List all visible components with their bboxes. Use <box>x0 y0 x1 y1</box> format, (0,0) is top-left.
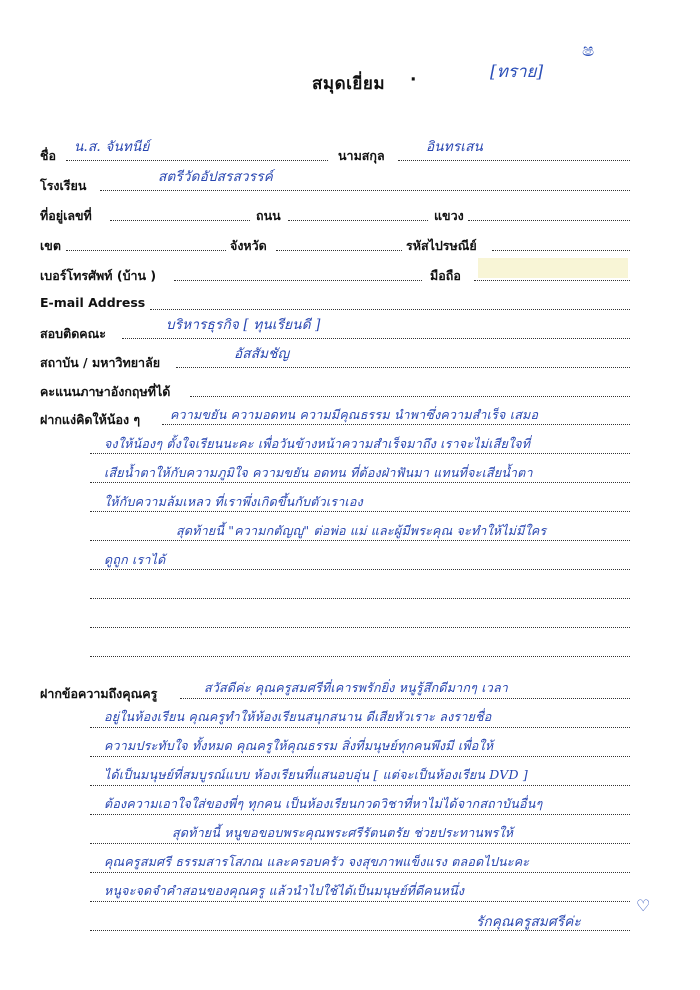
postcode-line <box>492 250 630 251</box>
phone-line <box>174 280 422 281</box>
university-label: สถาบัน / มหาวิทยาลัย <box>40 355 161 370</box>
corner-doodle: ෂ <box>582 40 595 61</box>
province-label: จังหวัด <box>230 238 267 253</box>
teachers-text-6: สุดท้ายนี้ หนูขอขอบพระคุณพระศรีรัตนตรัย ช่วยประทานพรให้ <box>172 825 514 840</box>
district-line <box>66 250 226 251</box>
juniors-line-7 <box>90 598 630 599</box>
juniors-text-1: ความขยัน ความอดทน ความมีคุณธรรม นำพาซึ่งความสำเร็จ เสมอ <box>170 407 539 422</box>
school-value: สตรีวัดอัปสรสวรรค์ <box>158 169 273 185</box>
mobile-highlight <box>478 258 628 278</box>
nickname-stamp: [ทราย] <box>490 62 544 82</box>
teachers-line-7 <box>90 872 630 873</box>
english-score-line <box>190 396 630 397</box>
teachers-line-6 <box>90 843 630 844</box>
email-line <box>150 309 630 310</box>
teachers-text-5: ต้องความเอาใจใส่ของพี่ๆ ทุกคน เป็นห้องเรียนกวดวิชาที่หาไม่ได้จากสถาบันอื่นๆ <box>104 796 543 811</box>
title-dot: · <box>410 70 417 90</box>
teachers-line-3 <box>90 756 630 757</box>
juniors-text-2: จงให้น้องๆ ตั้งใจเรียนนะคะ เพื่อวันข้างหน้าความสำเร็จมาถึง เราจะไม่เสียใจที่ <box>104 436 531 451</box>
teachers-line-2 <box>90 727 630 728</box>
juniors-text-4: ให้กับความล้มเหลว ที่เราพึ่งเกิดขึ้นกับตัวเราเอง <box>104 494 363 509</box>
surname-label: นามสกุล <box>338 148 385 163</box>
juniors-label: ฝากแง่คิดให้น้อง ๆ <box>40 412 141 427</box>
school-line <box>100 190 630 191</box>
address-line <box>110 220 250 221</box>
juniors-text-5: สุดท้ายนี้ "ความกตัญญู" ต่อพ่อ แม่ และผู้มีพระคุณ จะทำให้ไม่มีใคร <box>176 523 547 538</box>
teachers-text-2: อยู่ในห้องเรียน คุณครูทำให้ห้องเรียนสนุกสนาน ดีเสียหัวเราะ ลงรายชื่อ <box>104 709 492 724</box>
name-label: ชื่อ <box>40 148 56 163</box>
university-line <box>176 367 630 368</box>
phone-label: เบอร์โทรศัพท์ (บ้าน ) <box>40 268 157 283</box>
teachers-text-1: สวัสดีค่ะ คุณครูสมศรีที่เคารพรักยิ่ง หนูรู้สึกดีมากๆ เวลา <box>204 680 509 695</box>
teachers-text-4: ได้เป็นมนุษย์ที่สมบูรณ์แบบ ห้องเรียนที่แสนอบอุ่น [ แต่จะเป็นห้องเรียน DVD ] <box>104 767 528 782</box>
name-value: น.ส. จันทนีย์ <box>74 139 150 155</box>
surname-line <box>398 160 630 161</box>
road-label: ถนน <box>256 208 281 223</box>
teachers-line-8 <box>90 901 630 902</box>
province-line <box>276 250 402 251</box>
university-value: อัสสัมชัญ <box>234 346 290 362</box>
teachers-line-5 <box>90 814 630 815</box>
faculty-label: สอบติดคณะ <box>40 326 106 341</box>
juniors-line-9 <box>90 656 630 657</box>
teachers-line-4 <box>90 785 630 786</box>
postcode-label: รหัสไปรษณีย์ <box>406 238 477 253</box>
road-line <box>288 220 428 221</box>
english-score-label: คะแนนภาษาอังกฤษที่ได้ <box>40 384 171 399</box>
school-label: โรงเรียน <box>40 178 87 193</box>
mobile-label: มือถือ <box>430 268 461 283</box>
juniors-text-3: เสียน้ำตาให้กับความภูมิใจ ความขยัน อดทน ที่ต้องฝ่าฟันมา แทนที่จะเสียน้ำตา <box>104 465 533 480</box>
teachers-line-1 <box>180 698 630 699</box>
mobile-line <box>474 280 630 281</box>
signature: รักคุณครูสมศรีค่ะ <box>476 914 581 930</box>
surname-value: อินทรเสน <box>426 139 483 155</box>
form-title: สมุดเยี่ยม <box>312 74 386 94</box>
address-label: ที่อยู่เลขที่ <box>40 208 92 223</box>
teachers-label: ฝากข้อความถึงคุณครู <box>40 686 158 701</box>
subdistrict-line <box>468 220 630 221</box>
subdistrict-label: แขวง <box>434 208 464 223</box>
teachers-text-3: ความประทับใจ ทั้งหมด คุณครูให้คุณธรรม สิ่งที่มนุษย์ทุกคนพึงมี เพื่อให้ <box>104 738 494 753</box>
name-line <box>66 160 328 161</box>
faculty-line <box>122 338 630 339</box>
teachers-text-7: คุณครูสมศรี ธรรมสารโสภณ และครอบครัว จงสุขภาพแข็งแรง ตลอดไปนะคะ <box>104 854 530 869</box>
faculty-value: บริหารธุรกิจ [ ทุนเรียนดี ] <box>166 317 321 333</box>
email-label: E-mail Address <box>40 295 146 310</box>
district-label: เขต <box>40 238 61 253</box>
heart-icon: ♡ <box>636 896 651 915</box>
juniors-line-8 <box>90 627 630 628</box>
juniors-line-6 <box>90 569 630 570</box>
juniors-text-6: ดูถูก เราได้ <box>104 552 166 567</box>
teachers-text-8: หนูจะจดจำคำสอนของคุณครู แล้วนำไปใช้ได้เป็นมนุษย์ที่ดีคนหนึ่ง <box>104 883 465 898</box>
